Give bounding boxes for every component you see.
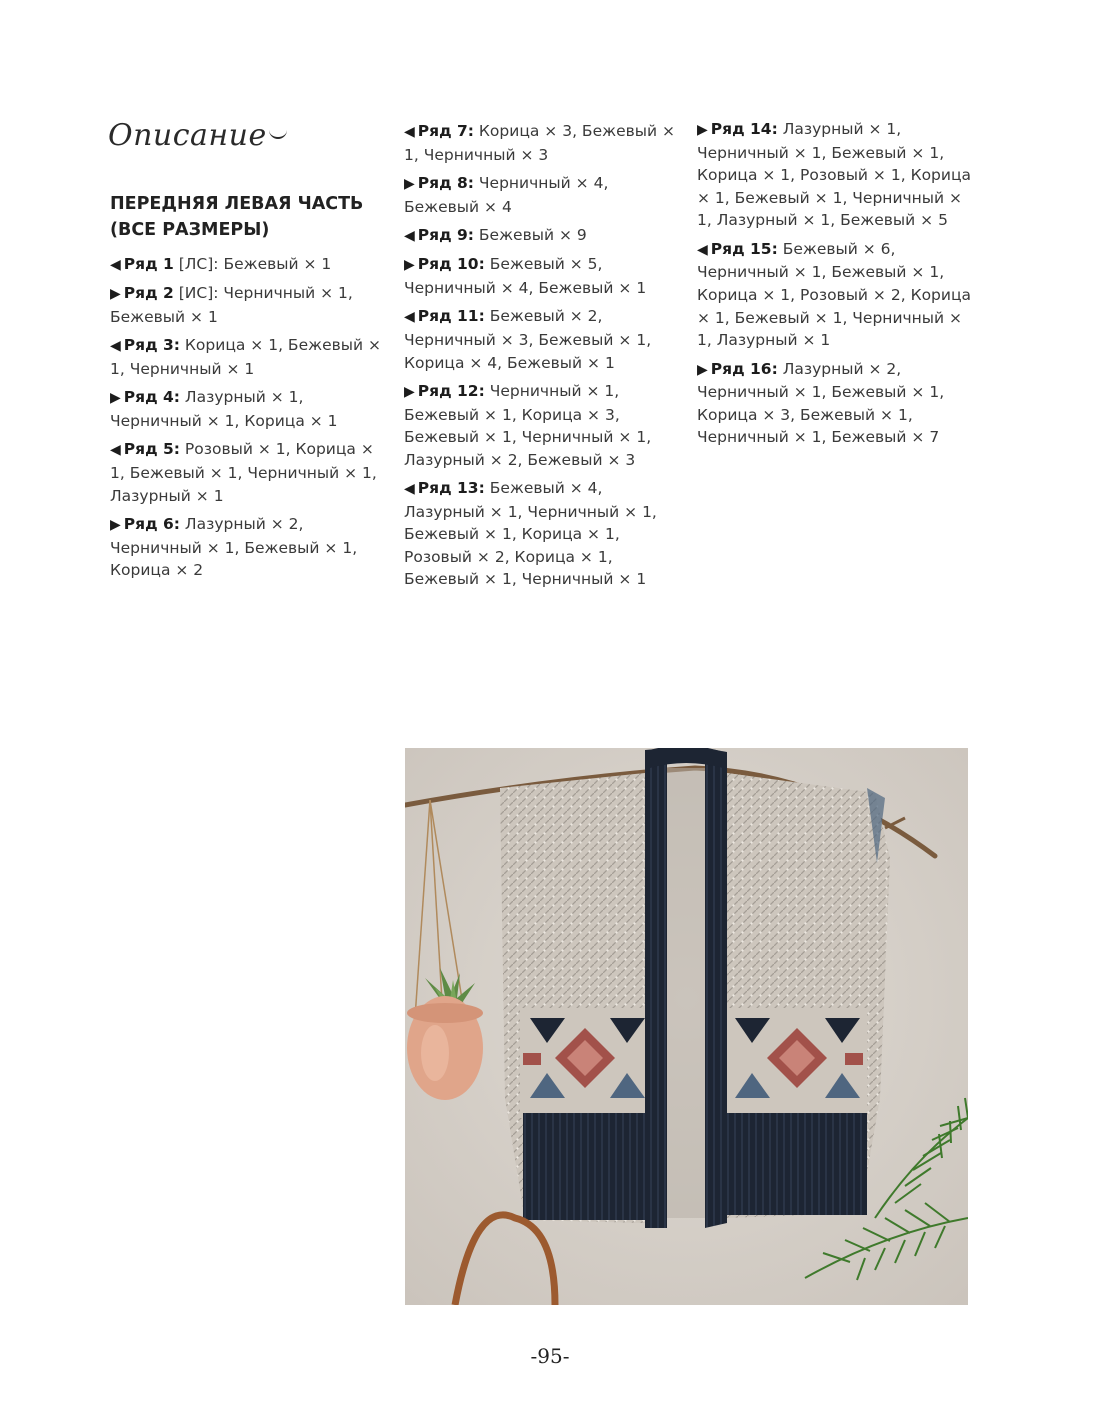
instructions-column-1 bbox=[110, 253, 385, 588]
vest-left-panel bbox=[500, 773, 645, 1223]
arrow-left-icon: ◀ bbox=[110, 442, 121, 459]
vest-right-panel bbox=[727, 773, 890, 1218]
arrow-left-icon: ◀ bbox=[404, 227, 415, 244]
row-instruction bbox=[110, 386, 385, 432]
row-instruction bbox=[110, 438, 385, 507]
row-color-sequence: [ЛС]: Бежевый × 1 bbox=[173, 255, 332, 273]
row-label: Ряд 8: bbox=[417, 173, 474, 192]
row-color-sequence: Лазурный × 1, Черничный × 1, Бежевый × 1, Корица × 1, Розовый × 1, Корица × 1, Бежевый × 1, Черничный × 1, Лазурный × 1, Бежевый × 5 bbox=[697, 120, 972, 230]
row-instruction bbox=[110, 513, 385, 582]
row-color-sequence: Бежевый × 2, Черничный × 3, Бежевый × 1, Корица × 4, Бежевый × 1 bbox=[404, 307, 652, 372]
row-instruction bbox=[404, 477, 679, 591]
row-color-sequence: Бежевый × 9 bbox=[474, 225, 587, 244]
row-instruction bbox=[404, 253, 679, 299]
row-label: Ряд 11: bbox=[417, 307, 485, 326]
arrow-left-icon: ◀ bbox=[110, 338, 121, 355]
arrow-left-icon: ◀ bbox=[404, 124, 415, 140]
row-label: Ряд 6: bbox=[123, 514, 180, 533]
row-label: Ряд 7: bbox=[417, 122, 474, 140]
row-color-sequence: Лазурный × 1, Черничный × 1, Корица × 1 bbox=[110, 388, 338, 430]
arrow-right-icon: ▶ bbox=[697, 122, 708, 138]
row-label: Ряд 10: bbox=[417, 255, 485, 274]
instructions-column-3 bbox=[697, 118, 972, 455]
page-number: -95- bbox=[530, 1344, 570, 1368]
row-instruction bbox=[110, 253, 385, 277]
instructions-column-2 bbox=[404, 120, 679, 597]
row-instruction bbox=[404, 172, 679, 218]
row-instruction bbox=[404, 224, 679, 248]
row-color-sequence: Черничный × 1, Бежевый × 1, Корица × 3, Бежевый × 1, Черничный × 1, Лазурный × 2, Бежевый × 3 bbox=[404, 381, 652, 469]
row-label: Ряд 15: bbox=[710, 239, 778, 258]
row-instruction bbox=[404, 380, 679, 471]
row-label: Ряд 14: bbox=[710, 120, 778, 138]
description-heading: Описание bbox=[108, 118, 287, 153]
row-label: Ряд 3: bbox=[123, 336, 180, 355]
row-color-sequence: Розовый × 1, Корица × 1, Бежевый × 1, Черничный × 1, Лазурный × 1 bbox=[110, 440, 377, 505]
row-label: Ряд 1 bbox=[123, 255, 174, 273]
row-color-sequence: Бежевый × 4, Лазурный × 1, Черничный × 1, Бежевый × 1, Корица × 1, Розовый × 2, Корица × 1, Бежевый × 1, Черничный × 1 bbox=[404, 479, 657, 589]
row-instruction bbox=[697, 238, 972, 352]
row-color-sequence: [ИС]: Черничный × 1, Бежевый × 1 bbox=[110, 284, 353, 326]
section-title: ПЕРЕДНЯЯ ЛЕВАЯ ЧАСТЬ (ВСЕ РАЗМЕРЫ) bbox=[110, 194, 364, 240]
row-label: Ряд 2 bbox=[123, 284, 174, 303]
row-label: Ряд 5: bbox=[123, 440, 180, 459]
row-label: Ряд 13: bbox=[417, 479, 485, 498]
arrow-right-icon: ▶ bbox=[404, 257, 415, 274]
arrow-right-icon: ▶ bbox=[110, 516, 121, 533]
arrow-left-icon: ◀ bbox=[404, 481, 415, 498]
vest-front-bands bbox=[645, 748, 727, 1228]
row-label: Ряд 4: bbox=[123, 388, 180, 407]
arrow-right-icon: ▶ bbox=[110, 286, 121, 303]
row-label: Ряд 9: bbox=[417, 225, 474, 244]
arrow-left-icon: ◀ bbox=[697, 241, 708, 258]
row-color-sequence: Черничный × 4, Бежевый × 4 bbox=[404, 173, 609, 216]
row-instruction bbox=[110, 282, 385, 328]
arrow-right-icon: ▶ bbox=[404, 175, 415, 192]
row-color-sequence: Лазурный × 2, Черничный × 1, Бежевый × 1, Корица × 3, Бежевый × 1, Черничный × 1, Бежевый × 7 bbox=[697, 359, 945, 447]
row-color-sequence: Бежевый × 6, Черничный × 1, Бежевый × 1, Корица × 1, Розовый × 2, Корица × 1, Бежевый × 1, Черничный × 1, Лазурный × 1 bbox=[697, 239, 972, 350]
row-color-sequence: Корица × 1, Бежевый × 1, Черничный × 1 bbox=[110, 336, 381, 378]
row-instruction bbox=[697, 118, 972, 232]
vest-photo bbox=[405, 748, 968, 1305]
arrow-left-icon: ◀ bbox=[404, 309, 415, 326]
row-instruction bbox=[404, 305, 679, 374]
arrow-left-icon: ◀ bbox=[110, 257, 121, 273]
arrow-right-icon: ▶ bbox=[697, 361, 708, 378]
row-color-sequence: Бежевый × 5, Черничный × 4, Бежевый × 1 bbox=[404, 255, 647, 297]
heading-swash bbox=[269, 127, 287, 139]
row-color-sequence: Лазурный × 2, Черничный × 1, Бежевый × 1, Корица × 2 bbox=[110, 514, 358, 580]
arrow-right-icon: ▶ bbox=[404, 383, 415, 400]
row-label: Ряд 16: bbox=[710, 359, 778, 378]
row-label: Ряд 12: bbox=[417, 381, 485, 400]
row-instruction bbox=[110, 334, 385, 380]
row-color-sequence: Корица × 3, Бежевый × 1, Черничный × 3 bbox=[404, 122, 675, 164]
row-instruction bbox=[697, 358, 972, 449]
arrow-right-icon: ▶ bbox=[110, 390, 121, 407]
row-instruction bbox=[404, 120, 679, 166]
vest-photo-illustration bbox=[405, 748, 968, 1305]
